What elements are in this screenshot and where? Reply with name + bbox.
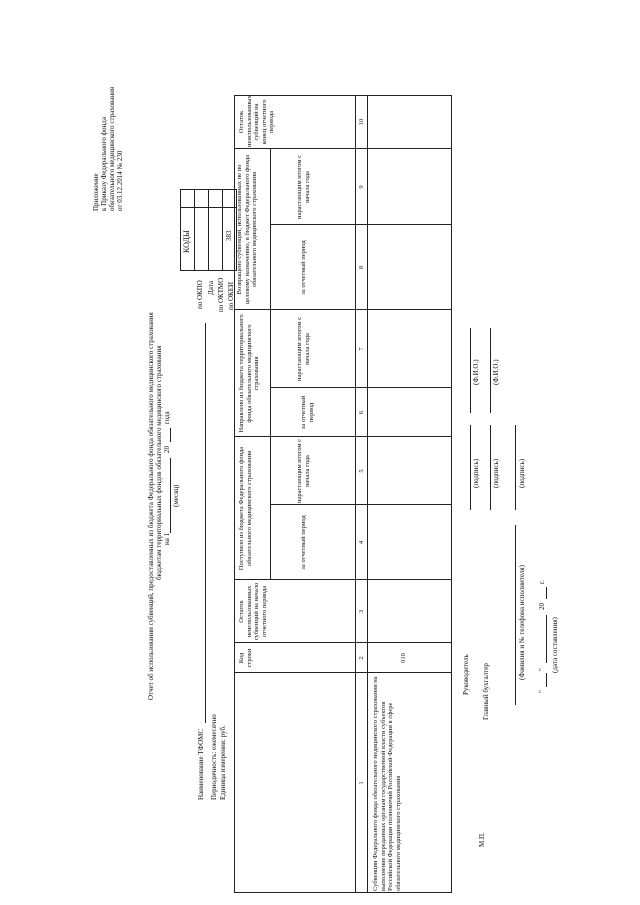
date-year-suffix: г. <box>538 580 546 584</box>
accountant-signature-line <box>490 425 491 510</box>
executor-signature-line <box>515 425 516 510</box>
table-header-bottom-line <box>355 95 356 893</box>
appendix-line-1: Приложение <box>92 173 100 211</box>
row-code: 010 <box>400 653 407 663</box>
column-number: 8 <box>358 265 365 270</box>
report-year-prefix: 20 <box>163 446 171 453</box>
head-fio-line <box>470 328 471 413</box>
date-caption: (дата составления) <box>551 617 559 673</box>
column-number: 10 <box>358 118 365 126</box>
report-table <box>234 95 452 893</box>
header-returned: Возвращено субвенций, использованных не по целевому назначению, в бюджет Федерального фонда обязательного медицинского страхования <box>236 154 258 305</box>
okei-label: по ОКЕИ <box>227 281 235 310</box>
table-numbers-bottom-line <box>367 95 368 893</box>
appendix-line-4: от 03.12.2014 № 230 <box>116 150 124 211</box>
subheader-returned-cumulative: нарастающим итогом с начала года <box>296 155 311 220</box>
column-number: 2 <box>358 656 365 660</box>
codes-row-line <box>194 189 195 271</box>
header-sent: Направлено из бюджета территориального фонда обязательного медицинского страхования <box>238 314 260 433</box>
executor-signature-caption: (подпись) <box>518 458 526 488</box>
accountant-fio-line <box>490 328 491 413</box>
codes-row-line <box>222 189 223 271</box>
subheader-returned-period: за отчетный период <box>300 240 307 295</box>
codes-header-divider <box>180 207 237 208</box>
fund-name-line <box>205 323 206 723</box>
header-balance-end: Остаток неиспользованных субвенций на конец отчетного периода <box>238 95 275 147</box>
unit-label: Единица измерения: руб. <box>219 725 227 800</box>
report-date-prefix: на 1 <box>163 532 171 545</box>
head-signature-caption: (подпись) <box>472 458 480 488</box>
subheader-sent-cumulative: нарастающим итогом с начала года <box>296 317 311 382</box>
table-col-divider <box>234 436 452 437</box>
head-signature-line <box>470 425 471 510</box>
stamp-place: М.П. <box>478 832 486 847</box>
date-quote-close: " <box>538 668 546 671</box>
date-quote-open: " <box>538 690 546 693</box>
accountant-fio-caption: (Ф.И.О.) <box>492 359 500 385</box>
accountant-signature-caption: (подпись) <box>492 458 500 488</box>
subheader-received-cumulative: нарастающим итогом с начала года <box>296 438 311 503</box>
column-number: 6 <box>358 410 365 415</box>
okei-value: 383 <box>225 230 233 241</box>
oktmo-label: по ОКТМО <box>217 277 225 312</box>
year-blank-line <box>170 428 171 442</box>
column-number: 9 <box>358 185 365 189</box>
table-col-divider <box>234 309 452 310</box>
table-col-divider <box>234 148 452 149</box>
column-number: 7 <box>358 347 365 351</box>
periodicity-label: Периодичность: ежемесячно <box>210 714 218 800</box>
executor-caption: (Фамилия и № телефона исполнителя) <box>518 565 526 680</box>
table-subheader-line <box>270 149 271 580</box>
head-label: Руководитель <box>462 654 470 695</box>
codes-header: КОДЫ <box>182 230 191 253</box>
date-year-prefix: 20 <box>538 603 546 610</box>
header-received: Поступило из бюджета Федерального фонда обязательного медицинского страхования <box>238 446 253 571</box>
report-year-suffix: года <box>163 411 171 424</box>
chief-accountant-label: Главный бухгалтер <box>482 663 490 720</box>
executor-line <box>515 525 516 705</box>
date-month-line <box>546 615 547 663</box>
report-title-line-2: бюджетам территориальных фондов обязательного медицинского страхования <box>155 345 163 580</box>
codes-row-line <box>208 189 209 271</box>
row-name: Субвенции Федерального фонда обязательного медицинского страхования на выполнение переданных органам государственной власти субъектов Российской Федерации полномочий Российской Федерации в сфере обязательного медицинского страхования <box>372 676 402 891</box>
date-year-line <box>546 587 547 599</box>
column-number: 5 <box>358 469 365 473</box>
head-fio-caption: (Ф.И.О.) <box>472 359 480 385</box>
subheader-sent-period: за отчетный период <box>300 395 315 430</box>
date-day-line <box>546 673 547 687</box>
appendix-line-2: к Приказу Федерального фонда <box>100 117 108 211</box>
table-col-divider <box>234 672 452 673</box>
month-caption: (месяц) <box>172 484 180 507</box>
month-blank-line <box>170 458 171 533</box>
report-title-line-1: Отчет об использовании субвенций, предоставленных из бюджета Федерального фонда обязательного медицинского страхования <box>147 312 155 700</box>
date-code-label: Дата <box>207 281 215 295</box>
fund-name-label: Наименование ТФОМС <box>197 728 205 800</box>
subheader-received-period: за отчетный период <box>300 515 307 570</box>
header-code: Код строки <box>238 648 253 668</box>
column-number: 3 <box>358 609 365 614</box>
column-number: 4 <box>358 540 365 545</box>
header-balance-start: Остаток неиспользованных субвенций на начало отчетного периода <box>238 582 268 641</box>
appendix-line-3: обязательного медицинского страхования <box>108 86 116 211</box>
column-number: 1 <box>358 781 365 785</box>
okpo-label: по ОКПО <box>196 280 204 309</box>
